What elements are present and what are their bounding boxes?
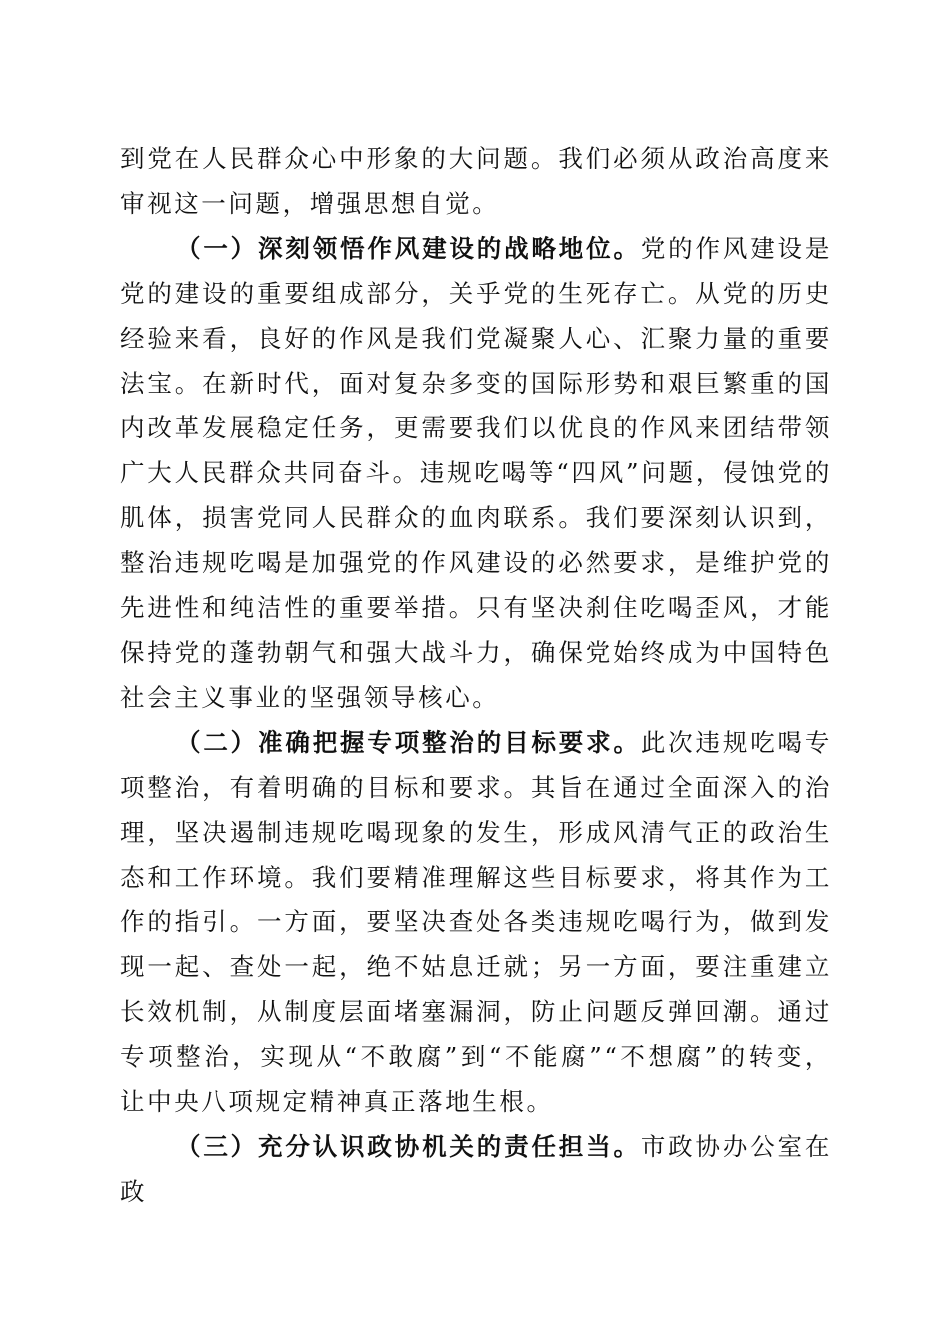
paragraph-section-1 (120, 227, 832, 721)
paragraph-text: 到党在人民群众心中形象的大问题。我们必须从政治高度来审视这一问题，增强思想自觉。 (120, 144, 832, 218)
section-heading: （三）充分认识政协机关的责任担当。 (176, 1131, 641, 1161)
section-heading: （一）深刻领悟作风建设的战略地位。 (176, 233, 641, 263)
paragraph-section-2 (120, 721, 832, 1125)
paragraph-section-3 (120, 1125, 832, 1215)
paragraph-text: 市政协办公室在政 (120, 1131, 833, 1206)
document-body (120, 137, 832, 1215)
paragraph-text: 党的作风建设是党的建设的重要组成部分，关乎党的生死存亡。从党的历史经验来看，良好的作风是我们党凝聚人心、汇聚力量的重要法宝。在新时代，面对复杂多变的国际形势和艰巨繁重的国内改革发展稳定任务，更需要我们以优良的作风来团结带领广大人民群众共同奋斗。违规吃喝等“四风”问题，侵蚀党的肌体，损害党同人民群众的血肉联系。我们要深刻认识到，整治违规吃喝是加强党的作风建设的必然要求，是维护党的先进性和纯洁性的重要举措。只有坚决刹住吃喝歪风，才能保持党的蓬勃朝气和强大战斗力，确保党始终成为中国特色社会主义事业的坚强领导核心。 (120, 233, 833, 712)
section-heading: （二）准确把握专项整治的目标要求。 (176, 727, 641, 757)
paragraph-continuation (120, 137, 832, 227)
paragraph-text: 此次违规吃喝专项整治，有着明确的目标和要求。其旨在通过全面深入的治理，坚决遏制违规吃喝现象的发生，形成风清气正的政治生态和工作环境。我们要精准理解这些目标要求，将其作为工作的指引。一方面，要坚决查处各类违规吃喝行为，做到发现一起、查处一起，绝不姑息迁就；另一方面，要注重建立长效机制，从制度层面堵塞漏洞，防止问题反弹回潮。通过专项整治，实现从“不敢腐”到“不能腐”“不想腐”的转变，让中央八项规定精神真正落地生根。 (120, 727, 833, 1117)
